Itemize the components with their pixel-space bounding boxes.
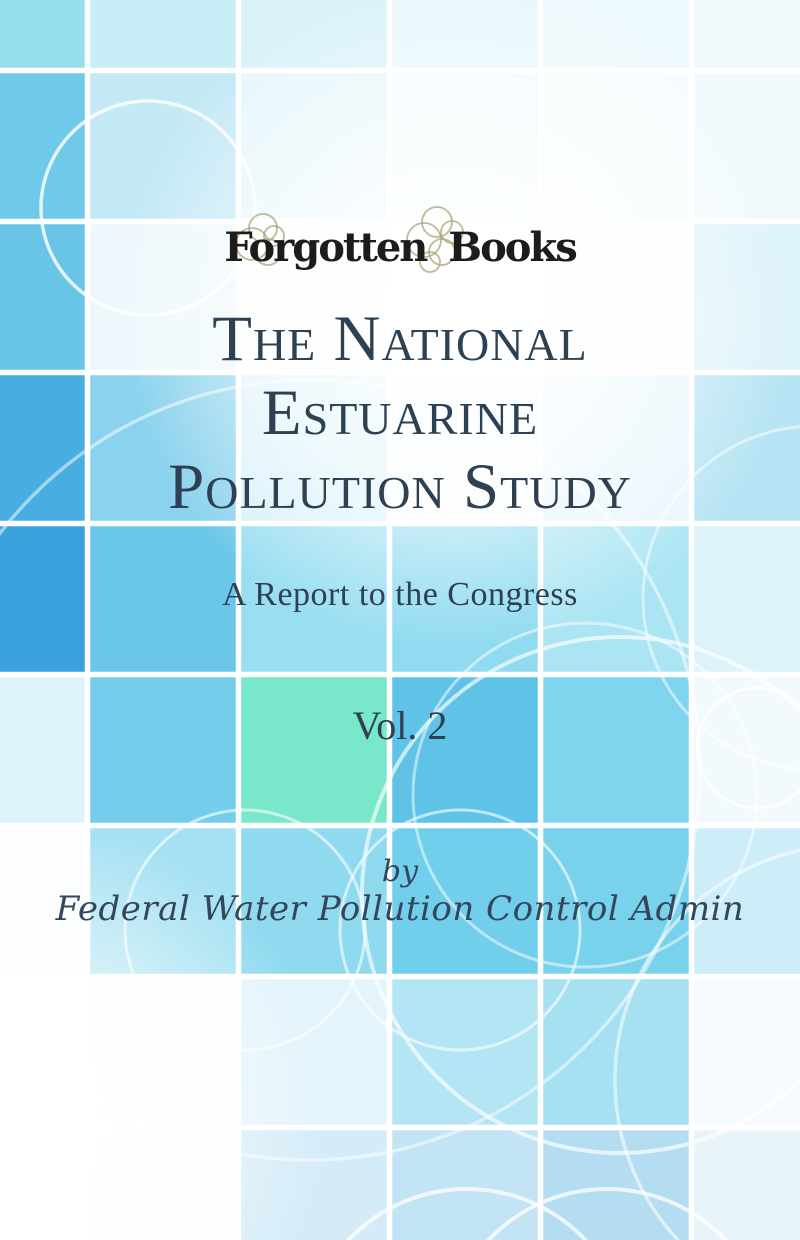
title-line-2: Estuarine: [261, 377, 539, 449]
title-line-3: Pollution Study: [168, 451, 632, 523]
book-title: [0, 302, 800, 524]
by-label: by: [381, 854, 419, 889]
book-subtitle: A Report to the Congress: [222, 576, 578, 613]
author-name: Federal Water Pollution Control Admin: [55, 889, 745, 929]
volume-label: Vol. 2: [352, 703, 448, 748]
title-line-1: The National: [212, 303, 588, 375]
publisher-logo: Forgotten Books: [224, 224, 576, 271]
